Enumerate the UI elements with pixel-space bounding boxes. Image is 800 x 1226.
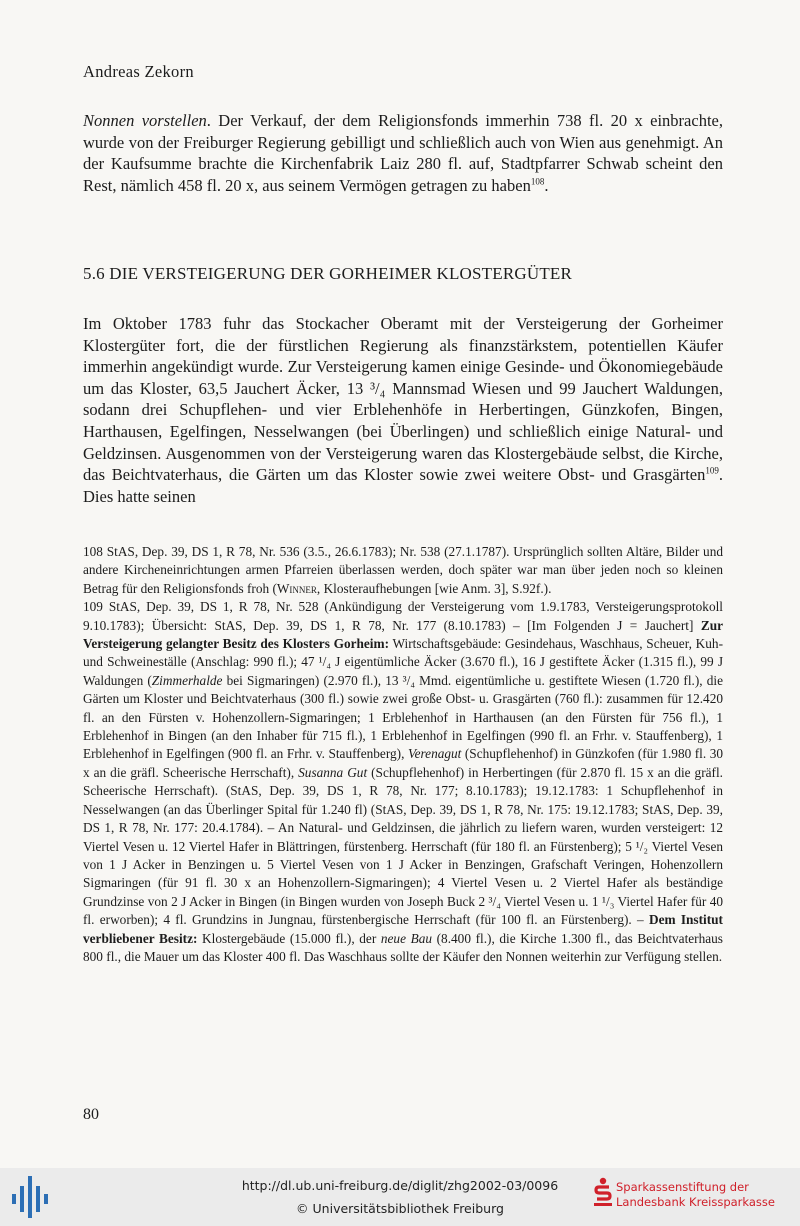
footnote-109	[83, 598, 723, 966]
italic-term: Susanna Gut	[298, 764, 368, 780]
section-heading: 5.6 DIE VERSTEIGERUNG DER GORHEIMER KLOSTERGÜTER	[83, 264, 573, 283]
page-number: 80	[83, 1106, 99, 1123]
italic-term: Verenagut	[407, 746, 462, 762]
footer-copyright: © Universitätsbibliothek Freiburg	[296, 1201, 504, 1216]
footnote-text: bei Sigmaringen) (2.970 fl.), 13 ³/₄ Mmd. eigentümliche u. gestiftete Wiesen (1.720 fl.), die Gärten um Kloster und Beichtvaterhaus (300 fl.) sowie zwei große Obst- u. Grasgärten (760 fl.): zusammen für 12.420 fl. an den Fürsten v. Hohenzollern-Sigmaringen; 1 Erblehenhof in Harthausen (an den Fürsten für 756 fl.), 1 Erblehenhof in Bingen (an den Inhaber für 715 fl.), 1 Erblehenhof in Egelfingen (990 fl. an Frhr. v. Stauffenberg), 1 Erblehenhof in Egelfingen (900 fl. an Frhr. v. Stauffenberg),	[83, 672, 723, 762]
footnote-ref-109[interactable]: 109	[705, 465, 719, 476]
sponsor-name	[616, 1180, 775, 1210]
paragraph-end: . Dies hatte seinen	[83, 465, 723, 506]
footnote-text: Wirtschaftsgebäude: Gesindehaus, Waschhaus, Scheuer, Kuh- und Schweineställe (Anschlag: 990 fl.); 47 ¹/₄ J eigentümliche Äcker (3.670 fl.), 16 J gestiftete Äcker (1.315 fl.), 99 J Waldungen (	[83, 636, 723, 688]
footnote-text: 109 StAS, Dep. 39, DS 1, R 78, Nr. 528 (Ankündigung der Versteigerung vom 1.9.1783, Versteigerungsprotokoll 9.10.1783); Übersicht: StAS, Dep. 39, DS 1, R 78, Nr. 177 (8.10.1783) – [Im Folgenden J = Jauchert]	[83, 599, 723, 633]
footer-url-link[interactable]: http://dl.ub.uni-freiburg.de/diglit/zhg2002-03/0096	[241, 1178, 559, 1193]
viewer-footer	[0, 1168, 800, 1226]
bold-heading: Dem Institut verbliebener Besitz:	[83, 912, 723, 946]
footnote-text: , Klosteraufhebungen [wie Anm. 3], S.92f.).	[316, 580, 552, 596]
paragraph-text: . Der Verkauf, der dem Religionsfonds immerhin 738 fl. 20 x einbrachte, wurde von der Freiburger Regierung gebilligt und schließlich auch von Wien aus genehmigt. An der Kaufsumme brachte die Kirchenfabrik Laiz 280 fl. auf, Stadtpfarrer Schwab scheint den Rest, nämlich 458 fl. 20 x, aus seinem Vermögen getragen zu haben	[83, 111, 723, 195]
footnotes	[83, 543, 723, 966]
bold-heading: Zur Versteigerung gelangter Besitz des Klosters Gorheim:	[83, 617, 723, 652]
footnote-text: Klostergebäude (15.000 fl.), der	[197, 930, 381, 946]
footnote-text: (Schupflehenhof) in Günzkofen (für 1.980 fl. 30 x an die gräfl. Scheerische Herrschaft),	[83, 746, 724, 780]
author-name: Winner	[276, 580, 317, 596]
italic-term: neue Bau	[380, 930, 433, 946]
footnote-text: 108 StAS, Dep. 39, DS 1, R 78, Nr. 536 (3.5., 26.6.1783); Nr. 538 (27.1.1787). Ursprünglich sollten Altäre, Bilder und andere Kircheneinrichtungen armen Pfarreien überlassen werden, doch später war man über jeden noch so kleinen Betrag für den Religionsfonds froh (	[83, 544, 723, 596]
running-head: Andreas Zekorn	[83, 62, 194, 81]
body-paragraph-2	[83, 313, 723, 507]
sparkasse-logo-icon	[594, 1177, 612, 1207]
footnote-text: (8.400 fl.), die Kirche 1.300 fl., das Beichtvaterhaus 800 fl., die Mauer um das Kloster 400 fl. Das Waschhaus sollte der Käufer den Nonnen weiterhin zur Verfügung stellen.	[83, 930, 723, 964]
paragraph-end: .	[544, 175, 549, 195]
body-paragraph-1	[83, 110, 723, 196]
footnote-text: (Schupflehenhof) in Herbertingen (für 2.870 fl. 15 x an die gräfl. Scheerische Herrschaft). (StAS, Dep. 39, DS 1, R 78, Nr. 177; 8.10.1783); 19.12.1783: 1 Schupflehenhof in Nesselwangen (an das Überlinger Spital für 1.240 fl) (StAS, Dep. 39, DS 1, R 78, Nr. 175: 19.12.1783; StAS, Dep. 39, DS 1, R 78, Nr. 177: 20.4.1784). – An Natural- und Geldzinsen, die jährlich zu liefern waren, wurden versteigert: 12 Viertel Vesen u. 12 Viertel Hafer in Blättringen, fürstenberg. Herrschaft (für 180 fl. an Fürstenberg); 5 ¹/₂ Viertel Vesen von 1 J Acker in Benzingen u. 5 Viertel Vesen von 1 J Acker in Benzingen, Grafschaft Veringen, Hohenzollern Sigmaringen (für 91 fl. 30 x an Hohenzollern-Sigmaringen); 4 Viertel Vesen u. 2 Viertel Hafer als beständige Grundzinse von 2 J Acker in Bingen (in Bingen wurden von Joseph Buck 2 ³/₄ Viertel Vesen u. 1 ¹/₃ Viertel Hafer für 40 fl. erworben); 4 fl. Grundzins in Jungnau, fürstenbergische Herrschaft (für 100 fl. an Fürstenberg). –	[83, 764, 723, 928]
footnote-ref-108[interactable]: 108	[530, 176, 545, 187]
italic-lead: Nonnen vorstellen	[83, 111, 207, 130]
paragraph-text: Im Oktober 1783 fuhr das Stockacher Oberamt mit der Versteigerung der Gorheimer Klostergüter fort, die der fürstlichen Regierung als finanzstärkstem, potentiellen Käufer immerhin angekündigt wurde. Zur Versteigerung kamen einige Gesinde- und Ökonomiegebäude um das Kloster, 63,5 Jauchert Äcker, 13 ³/₄ Mannsmad Wiesen und 99 Jauchert Waldungen, sodann drei Schupflehen- und vier Erblehenhöfe in Herbertingen, Günzkofen, Bingen, Harthausen, Egelfingen, Nesselwangen (bei Überlingen) und schließlich einige Natural- und Geldzinsen. Ausgenommen von der Versteigerung waren das Klostergebäude selbst, die Kirche, das Beichtvaterhaus, die Gärten um das Kloster sowie zwei weitere Obst- und Grasgärten	[83, 314, 723, 485]
footnote-108	[83, 543, 723, 598]
sponsor-line-1: Sparkassenstiftung der	[616, 1180, 749, 1194]
italic-term: Zimmerhalde	[151, 672, 223, 688]
sponsor-line-2: Landesbank Kreissparkasse	[616, 1195, 775, 1209]
